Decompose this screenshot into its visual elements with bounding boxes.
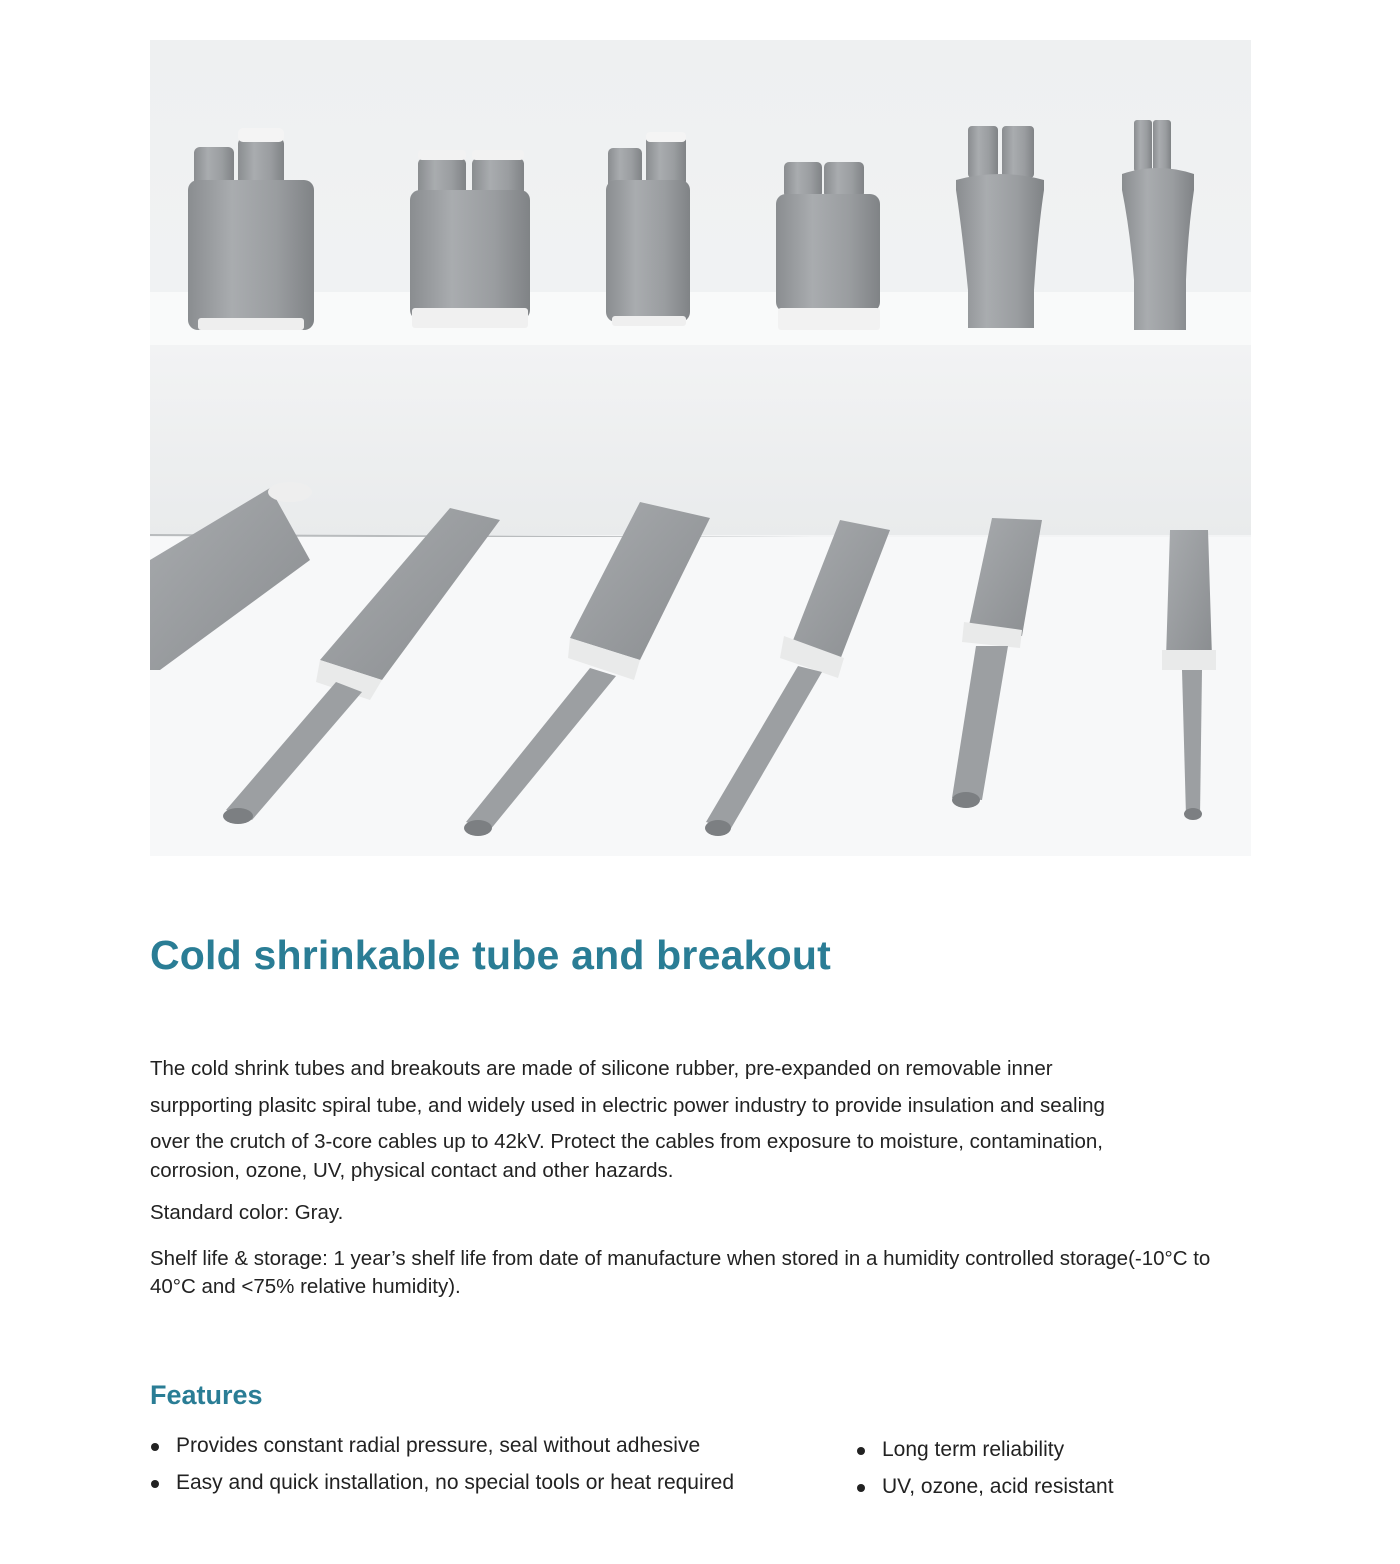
features-list-right bbox=[856, 1435, 1114, 1509]
shelf-life-text: Shelf life & storage: 1 year’s shelf life from date of manufacture when stored in a humidity controlled storage(-10°C to 40°C and <75% relative humidity). bbox=[150, 1247, 1211, 1298]
feature-item: UV, ozone, acid resistant bbox=[856, 1472, 1114, 1509]
description-paragraph bbox=[150, 1051, 1260, 1185]
description-line: corrosion, ozone, UV, physical contact and other hazards. bbox=[150, 1158, 674, 1182]
features-heading: Features bbox=[150, 1380, 263, 1410]
description-line: surpporting plasitc spiral tube, and widely used in electric power industry to provide insulation and sealing bbox=[150, 1093, 1105, 1117]
feature-item: Long term reliability bbox=[856, 1435, 1114, 1472]
features-list-left bbox=[150, 1431, 734, 1505]
description-line: The cold shrink tubes and breakouts are made of silicone rubber, pre-expanded on removable inner bbox=[150, 1057, 1053, 1080]
description-line: over the crutch of 3-core cables up to 42kV. Protect the cables from exposure to moisture, contamination, bbox=[150, 1130, 1103, 1153]
standard-color-text: Standard color: Gray. bbox=[150, 1201, 344, 1224]
feature-item: Easy and quick installation, no special tools or heat required bbox=[150, 1468, 734, 1505]
breakout-3 bbox=[606, 132, 690, 326]
product-photo bbox=[150, 40, 1251, 856]
feature-item: Provides constant radial pressure, seal without adhesive bbox=[150, 1431, 734, 1468]
page-title: Cold shrinkable tube and breakout bbox=[150, 932, 831, 978]
